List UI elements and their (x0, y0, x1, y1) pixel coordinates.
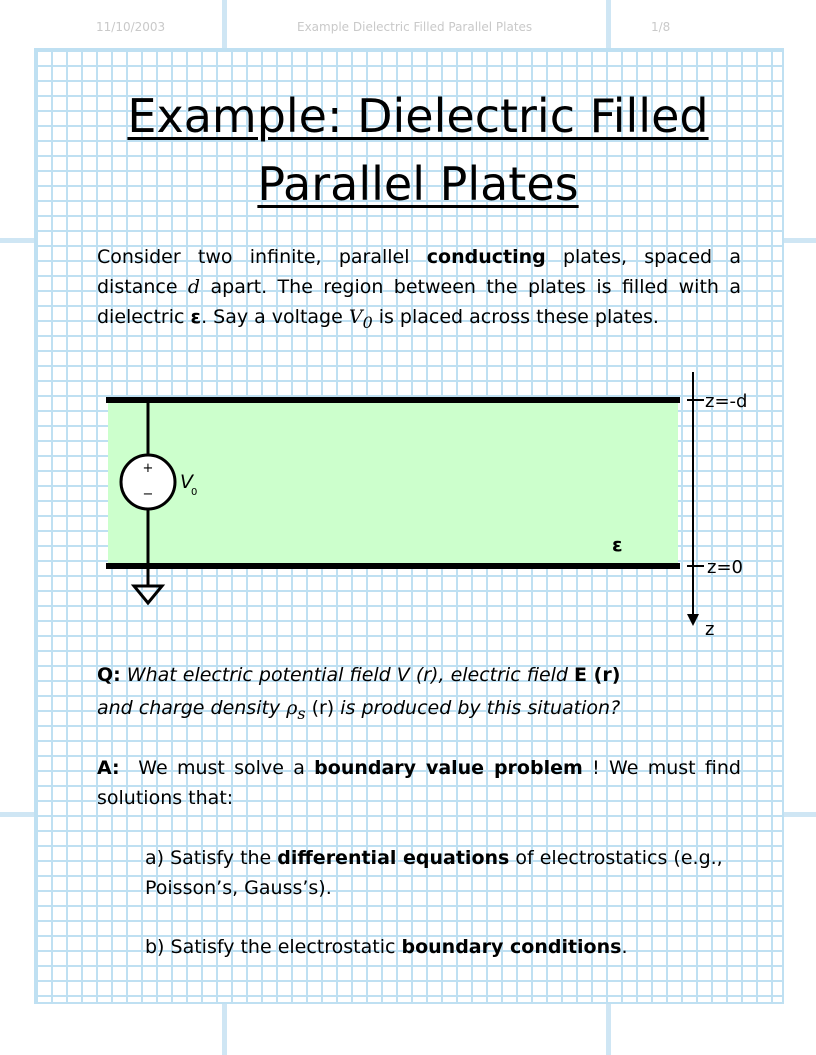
item-a-text: a) Satisfy the (145, 847, 272, 869)
label-z-minus-d: z=-d (705, 391, 748, 412)
z-axis-arrow-icon (687, 614, 699, 626)
v-of-r: V (r) (396, 664, 439, 686)
answer-paragraph (97, 753, 741, 813)
v0-label: V (180, 471, 193, 493)
intro-text: . Say a voltage (201, 306, 343, 328)
label-z-zero: z=0 (707, 557, 743, 578)
item-a (145, 843, 745, 903)
rho-symbol: ρ (286, 697, 298, 719)
minus-sign: − (142, 487, 154, 502)
item-b-bold: boundary conditions (401, 936, 622, 958)
question-text: is produced by this situation? (340, 697, 621, 719)
header-date: 11/10/2003 (96, 20, 166, 34)
v0-label-sub: 0 (191, 487, 198, 498)
epsilon-label: ε (612, 534, 623, 556)
item-b-text: . (621, 936, 628, 958)
var-epsilon: ε (190, 306, 202, 328)
title-line-2: Parallel Plates (257, 157, 579, 211)
question-text: , electric field (438, 664, 568, 686)
var-v0: V (348, 306, 363, 328)
e-of-r: E (r) (574, 664, 621, 686)
item-a-bold: differential equations (277, 847, 510, 869)
intro-text: Consider two infinite, parallel (97, 246, 410, 268)
item-a-text: of electrostatics (e.g., Poisson’s, Gauss’s). (145, 847, 723, 899)
item-b-text: b) Satisfy the electrostatic (145, 936, 396, 958)
question-text: and charge density (97, 697, 281, 719)
intro-text: apart. The region between the plates is filled with a dielectric (97, 276, 741, 328)
rho-sub: s (297, 703, 306, 723)
intro-bold-conducting: conducting (426, 246, 546, 268)
question-paragraph (97, 659, 741, 730)
var-d: d (187, 276, 201, 298)
intro-text: is placed across these plates. (378, 306, 659, 328)
rho-of-r: (r) (311, 697, 335, 719)
item-b (145, 932, 745, 962)
answer-label: A: (97, 757, 120, 779)
title-line-1: Example: Dielectric Filled (127, 89, 709, 143)
question-text: What electric potential field (126, 664, 391, 686)
dielectric-region (108, 401, 678, 567)
answer-text: ! We must find solutions that: (97, 757, 741, 809)
header-title: Example Dielectric Filled Parallel Plates (297, 20, 533, 34)
answer-text: We must solve a (138, 757, 305, 779)
label-z-axis: z (705, 619, 715, 640)
intro-text: plates, spaced a distance (97, 246, 741, 298)
question-label: Q: (97, 664, 121, 686)
answer-bold: boundary value problem (314, 757, 583, 779)
header-page: 1/8 (651, 20, 671, 34)
plus-sign: + (142, 461, 154, 476)
var-v0-sub: 0 (362, 312, 373, 332)
ground-icon (134, 586, 162, 603)
